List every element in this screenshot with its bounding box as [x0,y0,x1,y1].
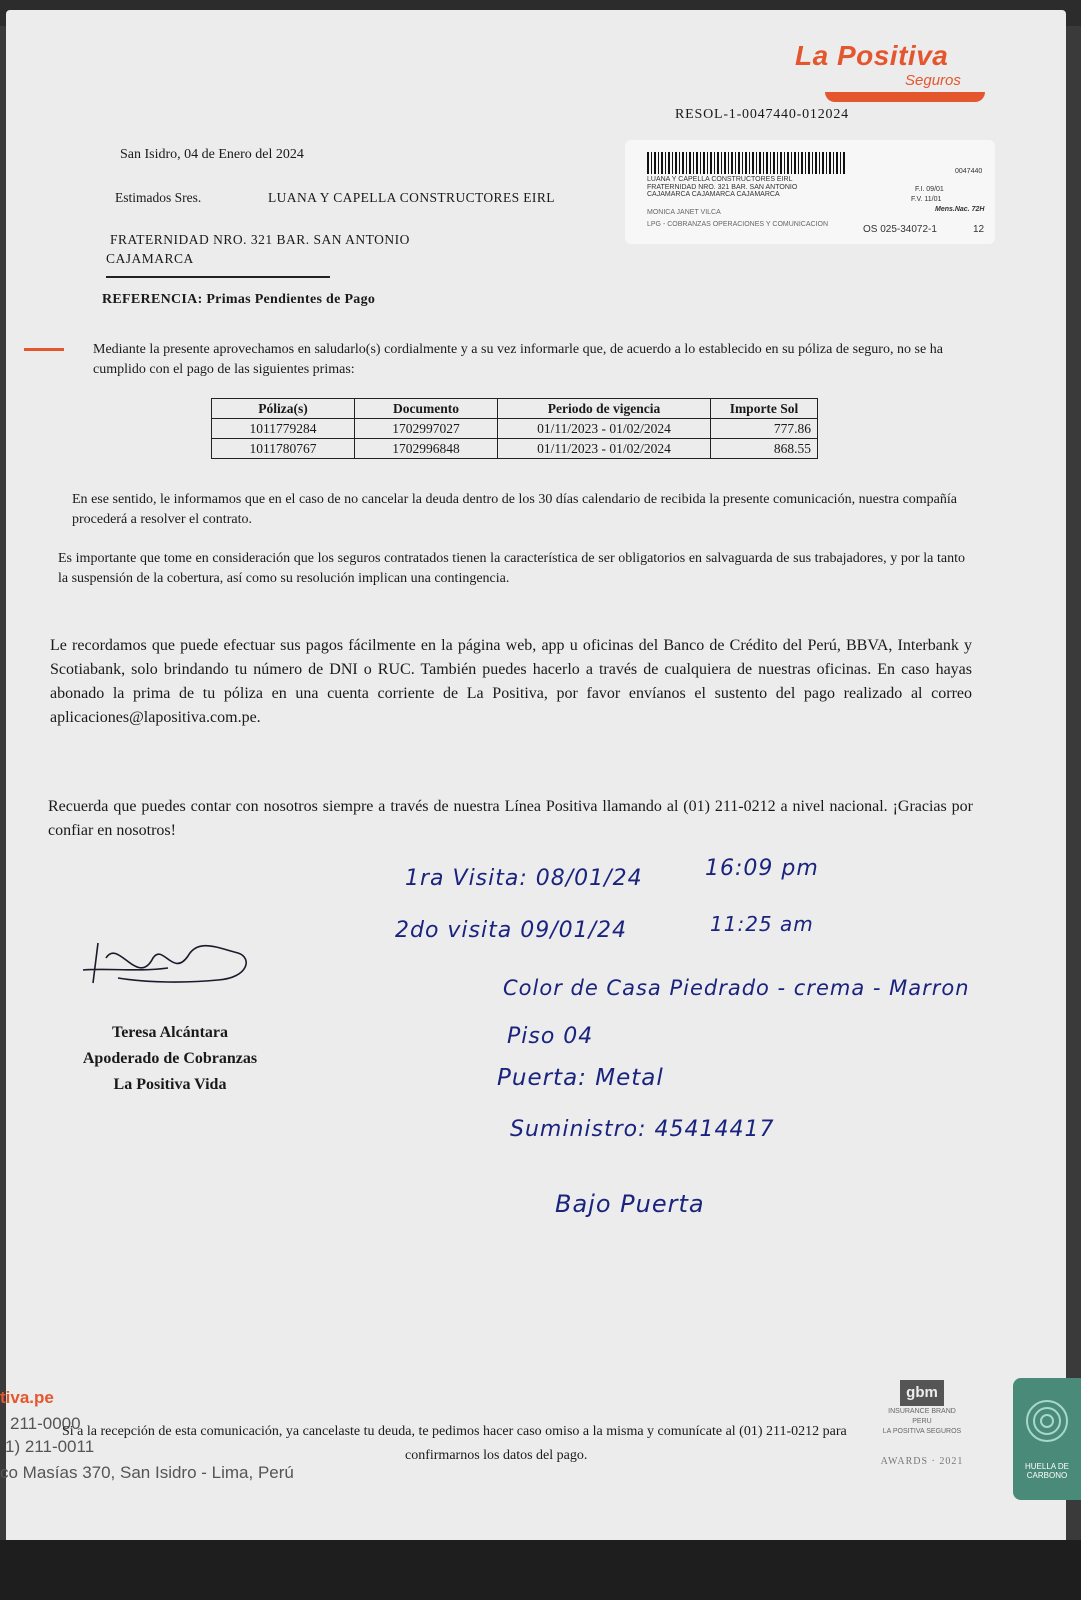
letter-date: San Isidro, 04 de Enero del 2024 [120,147,304,162]
label-fv: F.V. 11/01 [911,196,942,203]
cell-importe: 868.55 [711,439,818,459]
addressee-address-line2: CAJAMARCA [106,251,194,266]
label-os: OS 025-34072-1 [863,224,937,235]
fold-mark [24,348,64,351]
paragraph-intro: Mediante la presente aprovechamos en saludarlo(s) cordialmente y a su vez informarle que, de acuerdo a lo establecido en su póliza de seguro, no se ha cumplido con el pago de las siguientes primas: [93,342,943,377]
footer-phone-2: 1) 211-0011 [5,1437,95,1456]
award-year: AWARDS · 2021 [880,1456,964,1467]
background-bottom [0,1540,1081,1600]
signer-name: Teresa Alcántara [112,1024,228,1041]
label-mens: Mens.Nac. 72H [935,206,985,213]
award-line-2: PERU [912,1418,932,1425]
footer-address: co Masías 370, San Isidro - Lima, Perú [0,1463,294,1482]
handwritten-house-color: Color de Casa Piedrado - crema - Marron [503,976,970,1000]
carbon-label: HUELLA DE CARBONO [1024,1462,1070,1480]
brand-logo [795,40,995,89]
label-contact: MONICA JANET VILCA [647,209,721,216]
salutation: Estimados Sres. [115,190,202,205]
logo-swoosh [825,92,985,102]
cell-documento: 1702997027 [355,419,498,439]
handwritten-supply: Suministro: 45414417 [510,1117,775,1142]
cell-periodo: 01/11/2023 - 01/02/2024 [498,419,711,439]
paragraph-obligatory: Es importante que tome en consideración que los seguros contratados tienen la característica de ser obligatorios en salvaguarda de sus trabajadores, y por la tanto la suspensión de la cobertura, así como su resolución implican una contingencia. [58,551,965,586]
handwritten-visit-1-time: 16:09 pm [705,856,819,881]
address-underline [106,276,330,278]
label-address-line2: CAJAMARCA CAJAMARCA CAJAMARCA [647,191,780,198]
award-logo: gbm [900,1380,944,1406]
label-number: 12 [973,224,985,235]
signer-company: La Positiva Vida [113,1076,227,1093]
footer-note: Si a la recepción de esta comunicación, ya cancelaste tu deuda, te pedimos hacer caso omiso a la misma y comunícate al (01) 211-0212 para [62,1424,847,1439]
header-periodo: Periodo de vigencia [498,399,711,419]
footer-website: tiva.pe [0,1388,54,1407]
barcode [647,152,847,174]
handwritten-visit-2: 2do visita 09/01/24 [395,918,628,943]
label-department: LPG - COBRANZAS OPERACIONES Y COMUNICACION [647,221,828,228]
paragraph-contact: Recuerda que puedes contar con nosotros siempre a través de nuestra Línea Positiva llamando al (01) 211-0212 a nivel nacional. ¡Gracias por confiar en nosotros! [48,798,973,839]
header-poliza: Póliza(s) [212,399,355,419]
label-address-line1: FRATERNIDAD NRO. 321 BAR. SAN ANTONIO [647,184,798,191]
handwritten-visit-2-time: 11:25 am [710,912,814,936]
handwritten-under-door: Bajo Puerta [555,1190,705,1218]
label-name: LUANA Y CAPELLA CONSTRUCTORES EIRL [647,176,793,183]
label-code: 0047440 [955,168,983,175]
fingerprint-icon [1022,1396,1072,1446]
addressee-company: LUANA Y CAPELLA CONSTRUCTORES EIRL [268,190,555,205]
cell-periodo: 01/11/2023 - 01/02/2024 [498,439,711,459]
footer-phone-1: 211-0000 [10,1414,81,1433]
addressee-address-line1: FRATERNIDAD NRO. 321 BAR. SAN ANTONIO [110,232,410,247]
cell-poliza: 1011779284 [212,419,355,439]
premiums-table [211,398,818,459]
handwritten-floor: Piso 04 [507,1024,594,1049]
logo-subtitle: Seguros [905,72,961,89]
cell-poliza: 1011780767 [212,439,355,459]
mailing-label [625,140,995,244]
signature [78,928,258,998]
logo-name: La Positiva [795,40,949,71]
table-row [212,419,818,439]
table-row [212,439,818,459]
reference: REFERENCIA: Primas Pendientes de Pago [102,292,376,307]
resolution-number: RESOL-1-0047440-012024 [675,107,849,122]
award-badge [862,1380,982,1470]
label-fi: F.I. 09/01 [915,186,944,193]
cell-documento: 1702996848 [355,439,498,459]
signer-role: Apoderado de Cobranzas [82,1050,258,1067]
carbon-footprint-badge [1013,1378,1081,1500]
header-documento: Documento [355,399,498,419]
handwritten-visit-1: 1ra Visita: 08/01/24 [405,866,643,891]
award-line-3: LA POSITIVA SEGUROS [882,1428,962,1435]
footer-note-2: confirmarnos los datos del pago. [405,1448,588,1463]
handwritten-door: Puerta: Metal [497,1065,664,1091]
paragraph-payment-channels: Le recordamos que puede efectuar sus pagos fácilmente en la página web, app u oficinas del Banco de Crédito del Perú, BBVA, Interbank y Scotiabank, solo brindando tu número de DNI o RUC. También puedes hacerlo a través de cualquiera de nuestras oficinas. En caso hayas abonado la prima de tu póliza en una cuenta corriente de La Positiva, por favor envíanos el sustento del pago realizado al correo aplicaciones@lapositiva.com.pe. [50,637,972,726]
paragraph-cancel-warning: En ese sentido, le informamos que en el caso de no cancelar la deuda dentro de los 30 días calendario de recibida la presente comunicación, nuestra compañía procederá a resolver el contrato. [72,492,957,527]
award-line-1: INSURANCE BRAND [888,1408,956,1415]
header-importe: Importe Sol [711,399,818,419]
table-header-row [212,399,818,419]
cell-importe: 777.86 [711,419,818,439]
